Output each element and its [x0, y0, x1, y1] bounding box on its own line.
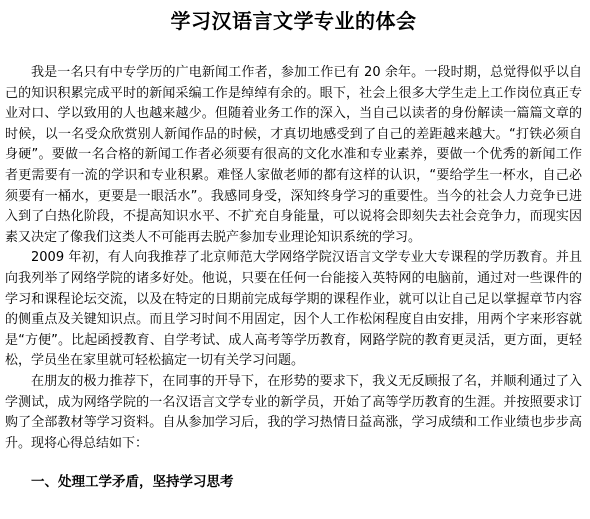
paragraph-recommendation: 2009 年初，有人向我推荐了北京师范大学网络学院汉语言文学专业大专课程的学历教育。并且向我列举了网络学院的诸多好处。他说，只要在任何一台能接入英特网的电脑前，通过对一些课件的学习和课程论坛交流，以及在特定的日期前完成每学期的课程作业，就可以让自己足以掌握章节内容的侧重点及关键知识点。而且学习时间不用固定，因个人工作松闲程度自由安排，用两个字来形容就是“方便”。比起函授教育、自学考试、成人高考等学历教育，网路学院的教育更灵活，更方面，更轻松，学员坐在家里就可轻松搞定一切有关学习问题。 — [5, 250, 582, 369]
document-title: 学习汉语言文学专业的体会 — [170, 9, 417, 33]
paragraph-intro: 我是一名只有中专学历的广电新闻工作者，参加工作已有 20 余年。一段时期，总觉得似乎以自己的知识积累完成平时的新闻采编工作是绰绰有余的。眼下，社会上很多大学生走上工作岗位真正专业对口、学以致用的人也越来越少。但随着业务工作的深入，当自己以读者的身份解读一篇篇文章的时候，以一名受众欣赏别人新闻作品的时候，才真切地感受到了自己的差距越来越大。“打铁必须自身硬”。要做一名合格的新闻工作者必须要有很高的文化水准和专业素养，要做一个优秀的新闻工作者更需要有一流的学识和专业积累。难怪人家做老师的都有这样的认识，“要给学生一杯水，自己必须要有一桶水，更要是一眼活水”。我感同身受，深知终身学习的重要性。当今的社会人力竞争已进入到了白热化阶段，不提高知识水平、不扩充自身能量，可以说将会即刻失去社会竞争力，而现实因素又决定了像我们这类人不可能再去脱产参加专业理论知识系统的学习。 — [5, 65, 582, 245]
section-heading: 一、处理工学矛盾，坚持学习思考 — [31, 474, 234, 491]
paragraph-enrollment: 在朋友的极力推荐下，在同事的开导下，在形势的要求下，我义无反顾报了名，并顺利通过了入学测试，成为网络学院的一名汉语言文学专业的新学员，开始了高等学历教育的生涯。并按照要求订购了全部教材等学习资料。自从参加学习后，我的学习热情日益高涨，学习成绩和工作业绩也步步高升。现将心得总结如下： — [5, 373, 582, 451]
document-body — [5, 63, 582, 454]
